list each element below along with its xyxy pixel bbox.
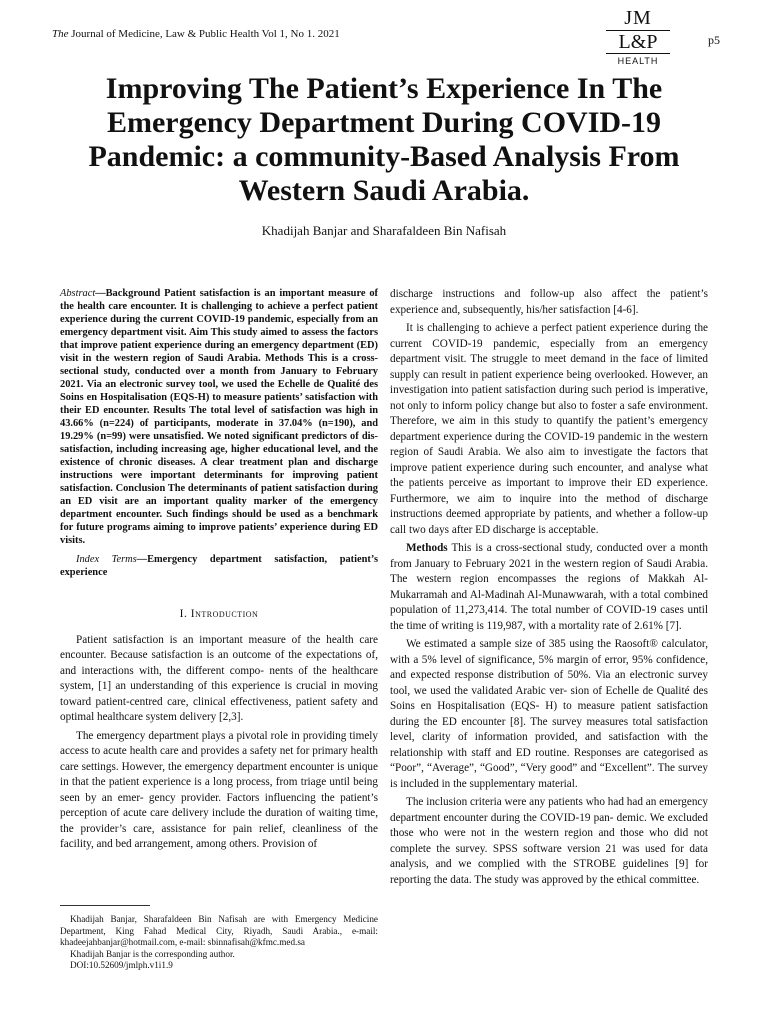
running-head: [52, 28, 340, 40]
logo-lp: L&P: [606, 30, 670, 54]
journal-logo: [606, 8, 670, 66]
abstract: [60, 287, 378, 547]
footnote-affiliation: Khadijah Banjar, Sharafaldeen Bin Nafisah are with Emergency Medicine Department, King Fahad Medical City, Riyadh, Saudi Arabia., e-mail: khadeejahbanjar@hotmail.com, e-mail: sbinnafisah@kfmc.med.sa: [60, 914, 378, 947]
right-column: [390, 287, 708, 891]
footnote-doi: DOI:10.52609/jmlph.v1i1.9: [70, 960, 173, 970]
footnote-corresponding: Khadijah Banjar is the corresponding author.: [70, 948, 235, 959]
intro-paragraph-2: The emergency department plays a pivotal role in providing timely access to acute health care and provides a safety net for primary health care settings. However, the emergency department encounter is unique in that the patient experience is a long process, from triage until being seen by an emer- gency provider. Factors influencing the patient’s perception of acute care delivery include the duration of waiting time, the provider’s care, assistance for pain relief, cleanliness of the facility, and bed arrangement, among others. Provision of: [60, 729, 378, 850]
methods-paragraph: [390, 541, 708, 634]
methods-text: This is a cross-sectional study, conducted over a month from January to February 2021 in the western region of Saudi Arabia. The western region encompasses the regions of Makkah Al-Mukarramah and Al-Madinah Al-Munawwarah, with a total combined population of 11,273,414. The total number of COVID-19 cases until the time of writing is 119,987, with a mortality rate of 2.61% [7].: [390, 542, 708, 632]
footnote-divider: [60, 905, 150, 906]
index-terms-text: —Emergency department satisfaction, patient’s experience: [60, 554, 379, 578]
intro-paragraph-1: Patient satisfaction is an important measure of the health care encounter. Because satisfaction is an outcome of the expectations of, and interactions with, the different compo- nents of the healthcare system, [1] an understanding of this experience is crucial in moving toward patient-centred care, clinical effectiveness, patient safety and optimal healthcare system delivery [2,3].: [60, 633, 378, 723]
section-heading-introduction: I. Introduction: [179, 608, 259, 620]
page-number: p5: [708, 33, 720, 47]
index-terms: [60, 553, 378, 579]
paper-title: Improving The Patient’s Experience In The Emergency Department During COVID-19 Pandemic: a community-Based Analysis From Western Saudi Arabia.: [88, 72, 680, 207]
logo-health: HEALTH: [617, 56, 659, 66]
index-terms-label: Index Terms: [76, 554, 137, 565]
methods-lead: Methods: [406, 542, 448, 554]
running-head-journal: Journal of Medicine, Law & Public Health Vol 1, No 1. 2021: [71, 28, 340, 40]
paper-authors: Khadijah Banjar and Sharafaldeen Bin Nafisah: [261, 223, 507, 238]
abstract-label: Abstract: [60, 288, 96, 299]
footnotes: [60, 914, 378, 972]
logo-jm: JM: [624, 7, 652, 29]
right-paragraph-1: discharge instructions and follow-up also affect the patient’s experience and, subsequently, his/her satisfaction [4-6].: [390, 288, 708, 316]
left-column: [60, 287, 378, 856]
abstract-text: —Background Patient satisfaction is an important measure of the health care encounter. It is challenging to achieve a perfect patient experience during the current COVID-19 pandemic, especially from an emergency department visit. Aim This study aimed to assess the factors that improve patient experience during an emergency department (ED) visit in the western region of Saudi Arabia. Methods This is a cross-sectional study, conducted over a month from January to February 2021. Via an electronic survey tool, we used the Echelle de Qualité des Soins en Hospitalisation (EQS-H) to measure patients’ satisfaction with their ED encounter. Results The total level of satisfaction was high in 43.66% (n=224) of participants, moderate in 37.04% (n=190), and 19.29% (n=99) were unsatisfied. We noted significant predictors of dis- satisfaction, including increasing age, higher educational level, and the existence of chronic diseases. A clear treatment plan and discharge instructions were important determinants for improving patient satisfaction. Conclusion The determinants of patient satisfaction during an ED visit are an important quality marker of the emergency department encounter. Such findings should be used as a benchmark for future programs aiming to improve patients’ experience during ED visits.: [60, 288, 378, 546]
running-head-the: The: [52, 28, 69, 40]
right-paragraph-2: It is challenging to achieve a perfect patient experience during the current COVID-19 pandemic, especially from an emergency department visit. The struggle to meet demand in the face of limited supply can result in patient experience being overlooked. However, an investigation into patient satisfaction during such period is imperative, not only to inform policy change but also to foster a safe environment. Therefore, we aim in this study to quantify the patient’s emergency department experience during the COVID-19 pandemic in the western region of Saudi Arabia. We also aim to investigate the factors that improve patient experience during such encounter, and analyse what the patients perceive as important to improve their ED experience. Furthermore, we aim to inquire into the method of discharge instructions deemed appropriate by patients, and whether a follow-up call two days after ED discharge is acceptable.: [390, 322, 708, 536]
right-paragraph-4: We estimated a sample size of 385 using the Raosoft® calculator, with a 5% level of significance, 5% margin of error, 95% confidence, and expected response distribution of 50%. Via an electronic survey tool, we used the validated Arabic ver- sion of Echelle de Qualité des Soins en Hospitalisation (EQS- H) to measure patient satisfaction during the ED encounter [8]. The survey measures total satisfaction level, clarity of information provided, and satisfaction with the relationship with staff and ED routine. Responses are categorised as “Poor”, “Average”, “Good”, “Very good” and “Excellent”. The survey is included in the supplementary material.: [390, 638, 708, 790]
right-paragraph-5: The inclusion criteria were any patients who had had an emergency department encounter during the COVID-19 pan- demic. We excluded those who were not in the western region and those who did not complete the survey. SPSS software version 21 was used for data analysis, and we complied with the STROBE guidelines [9] for reporting the data. The study was approved by the ethical committee.: [390, 796, 708, 886]
